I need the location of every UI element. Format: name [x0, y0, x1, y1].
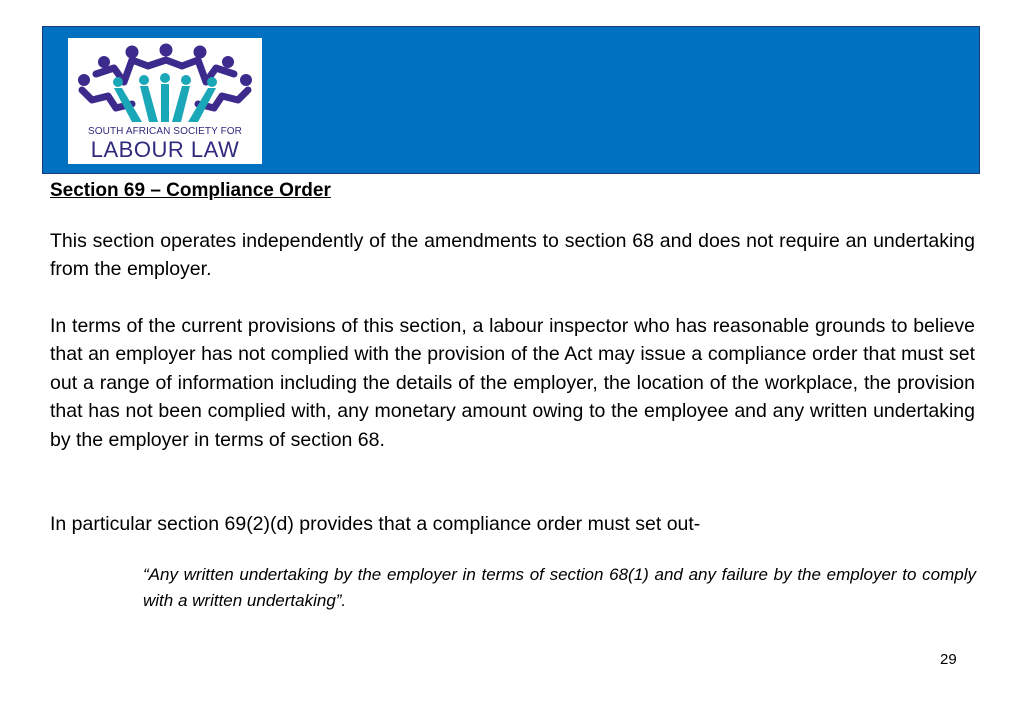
page-number: 29	[940, 651, 957, 668]
section-title: Section 69 – Compliance Order	[50, 180, 331, 201]
logo-text-line2: LABOUR LAW	[90, 137, 240, 162]
paragraph-intro: This section operates independently of the amendments to section 68 and does not require an undertaking from the employer.	[50, 230, 975, 281]
logo-text-line1: SOUTH AFRICAN SOCIETY FOR	[88, 126, 242, 137]
paragraph-section-69-2-d: In particular section 69(2)(d) provides that a compliance order must set out-	[50, 513, 701, 535]
logo-emblem-icon	[68, 38, 262, 128]
paragraph-provisions: In terms of the current provisions of this section, a labour inspector who has reasonable grounds to believe that an employer has not complied with the provision of the Act may issue a compliance order that must set out a range of information including the details of the employer, the location of the workplace, the provision that has not been complied with, any monetary amount owing to the employee and any written undertaking by the employer in terms of section 68.	[50, 315, 975, 451]
block-quote: “Any written undertaking by the employer in terms of section 68(1) and any failure by the employer to comply with a written undertaking”.	[143, 565, 976, 610]
organization-logo	[68, 38, 262, 164]
